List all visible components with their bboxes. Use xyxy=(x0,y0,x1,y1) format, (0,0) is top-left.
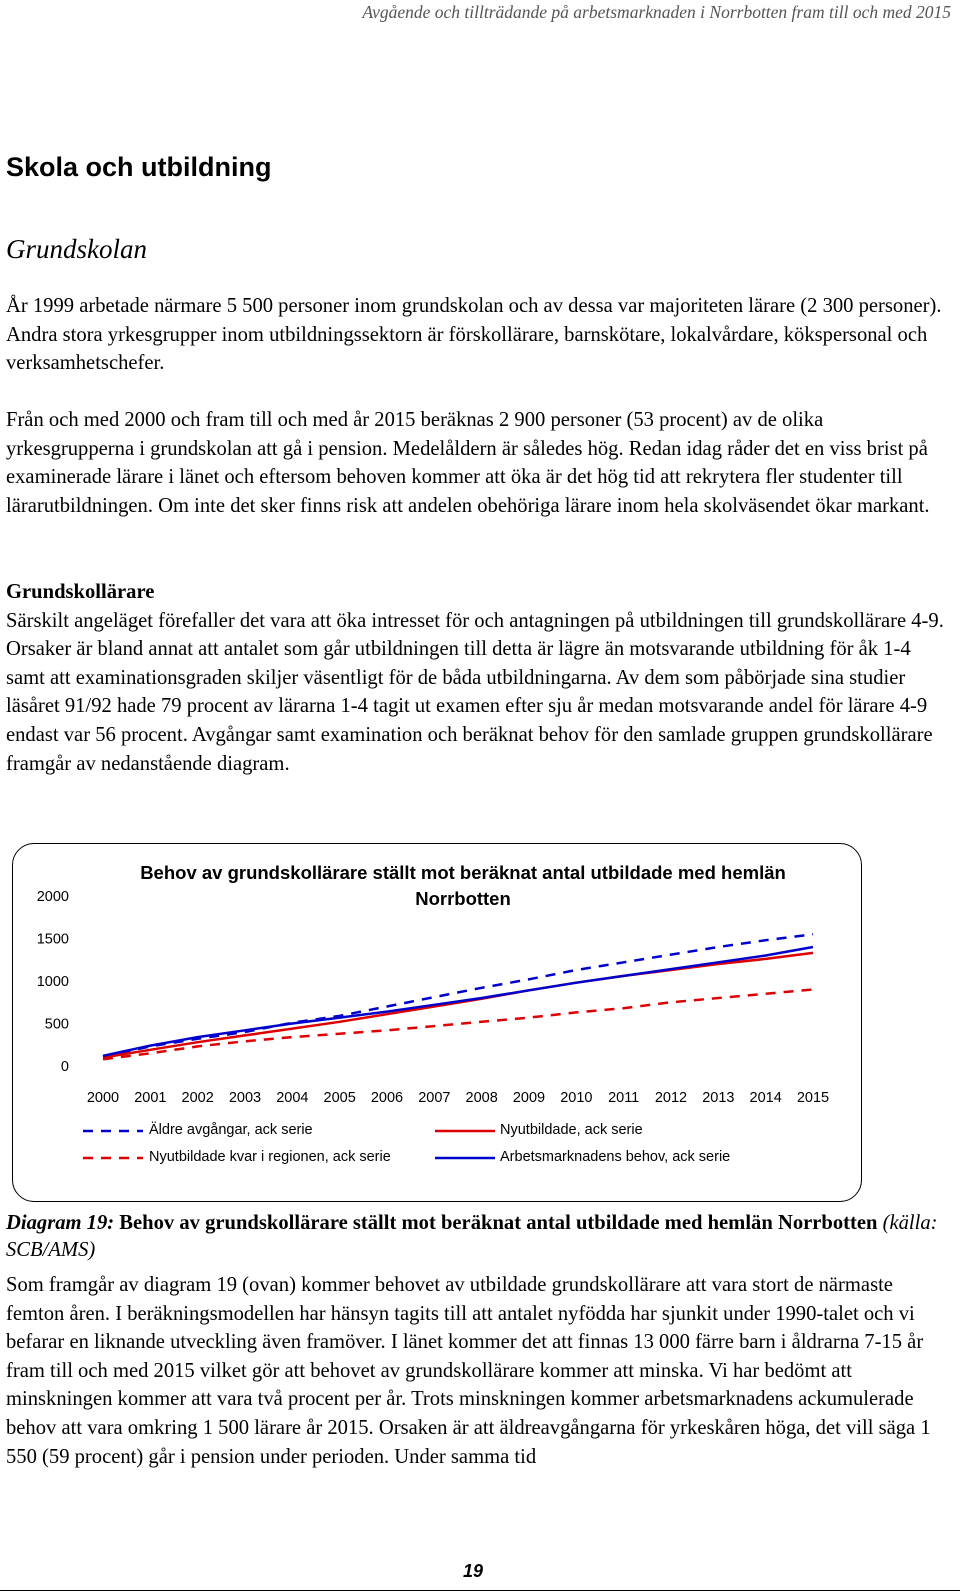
y-tick-label: 1000 xyxy=(36,974,69,990)
y-tick-label: 500 xyxy=(44,1016,69,1033)
x-tick-label: 2014 xyxy=(749,1090,782,1106)
subsection-title: Grundskolan xyxy=(6,234,147,264)
x-tick-label: 2009 xyxy=(512,1090,546,1106)
running-header: Avgående och tillträdande på arbetsmarknaden i Norrbotten fram till och med 2015 xyxy=(362,2,951,22)
series-line-1 xyxy=(103,990,813,1060)
x-tick-label: 2002 xyxy=(181,1090,214,1106)
x-tick-label: 2015 xyxy=(796,1090,830,1106)
x-tick-label: 2005 xyxy=(323,1090,356,1106)
x-tick-label: 2000 xyxy=(86,1090,120,1106)
figure-caption xyxy=(6,1210,950,1264)
y-tick-label: 1500 xyxy=(36,931,69,948)
caption-label: Diagram 19: xyxy=(6,1212,115,1234)
caption-source: (källa: SCB/AMS) xyxy=(6,1212,938,1261)
caption-title: Behov av grundskollärare ställt mot beräknat antal utbildade med hemlän Norrbotten xyxy=(114,1212,878,1234)
legend-label-kvar: Nyutbildade kvar i regionen, ack serie xyxy=(149,1149,391,1165)
x-tick-label: 2013 xyxy=(702,1090,735,1106)
paragraph-heading: Grundskollärare xyxy=(6,581,155,603)
series-line-0 xyxy=(103,934,813,1056)
legend-label-behov: Arbetsmarknadens behov, ack serie xyxy=(500,1149,731,1165)
x-tick-label: 2007 xyxy=(418,1090,451,1106)
series-line-2 xyxy=(103,953,813,1058)
footer-rule xyxy=(0,1590,960,1591)
legend-label-nyutbildade: Nyutbildade, ack serie xyxy=(500,1122,643,1138)
section-title: Skola och utbildning xyxy=(6,152,272,182)
line-chart xyxy=(13,844,861,1201)
paragraph-grundskollarare xyxy=(6,578,950,778)
paragraph-intro: År 1999 arbetade närmare 5 500 personer inom grundskolan och av dessa var majoriteten lärare (2 300 personer). Andra stora yrkesgrupper inom utbildningssektorn är förskollärare, barnskötare, lokalvårdare, kökspersonal och verksamhetschefer. xyxy=(6,295,942,375)
x-tick-label: 2003 xyxy=(228,1090,262,1106)
page-number: 19 xyxy=(463,1561,484,1581)
x-tick-label: 2006 xyxy=(370,1090,404,1106)
x-tick-label: 2012 xyxy=(654,1090,688,1106)
chart-title: Behov av grundskollärare ställt mot beräknat antal utbildade med hemlän Norrbotten xyxy=(140,862,786,909)
legend-label-aldre: Äldre avgångar, ack serie xyxy=(149,1122,313,1138)
paragraph-body: Särskilt angeläget förefaller det vara att öka intresset för och antagningen på utbildningen till grundskollärare 4-9. Orsaker är bland annat att antalet som går utbildningen till detta är lägre än motsvarande utbildning för åk 1-4 samt att examinationsgraden skiljer väsentligt för de båda utbildningarna. Av dem som påbörjade sina studier läsåret 91/92 hade 79 procent av lärarna 1-4 tagit ut examen efter sju år medan motsvarande andel för lärare 4-9 endast var 56 procent. Avgångar samt examination och beräknat behov för den samlade gruppen grundskollärare framgår av nedanstående diagram. xyxy=(6,609,944,775)
x-tick-label: 2001 xyxy=(134,1090,167,1106)
x-tick-label: 2008 xyxy=(465,1090,498,1106)
x-tick-label: 2010 xyxy=(560,1090,593,1106)
paragraph-conclusion: Som framgår av diagram 19 (ovan) kommer behovet av utbildade grundskollärare att vara stort de närmaste femton åren. I beräkningsmodellen har hänsyn tagits till att antalet nyfödda har sjunkit under 1990-talet och vi befarar en liknande utveckling även framöver. I länet kommer det att finnas 13 000 färre barn i åldrarna 7-15 år fram till och med 2015 vilket gör att behovet av grundskollärare kommer att minska. Vi har bedömt att minskningen kommer att vara två procent per år. Trots minskningen kommer arbetsmarknadens ackumulerade behov att vara omkring 1 500 lärare år 2015. Orsaken är att äldreavgångarna för yrkeskåren höga, det vill säga 1 550 (59 procent) går i pension under perioden. Under samma tid xyxy=(6,1274,931,1468)
paragraph-pension: Från och med 2000 och fram till och med år 2015 beräknas 2 900 personer (53 procent) av de olika yrkesgrupperna i grundskolan att gå i pension. Medelåldern är således hög. Redan idag råder det en viss brist på examinerade lärare i länet och eftersom behoven kommer att öka är det hög tid att rekrytera fler studenter till lärarutbildningen. Om inte det sker finns risk att andelen obehöriga lärare inom hela skolväsendet ökar markant. xyxy=(6,409,930,517)
y-tick-label: 0 xyxy=(60,1059,69,1075)
chart-container xyxy=(12,843,862,1202)
y-tick-label: 2000 xyxy=(36,889,69,905)
x-tick-label: 2011 xyxy=(608,1090,640,1106)
x-tick-label: 2004 xyxy=(276,1090,309,1106)
